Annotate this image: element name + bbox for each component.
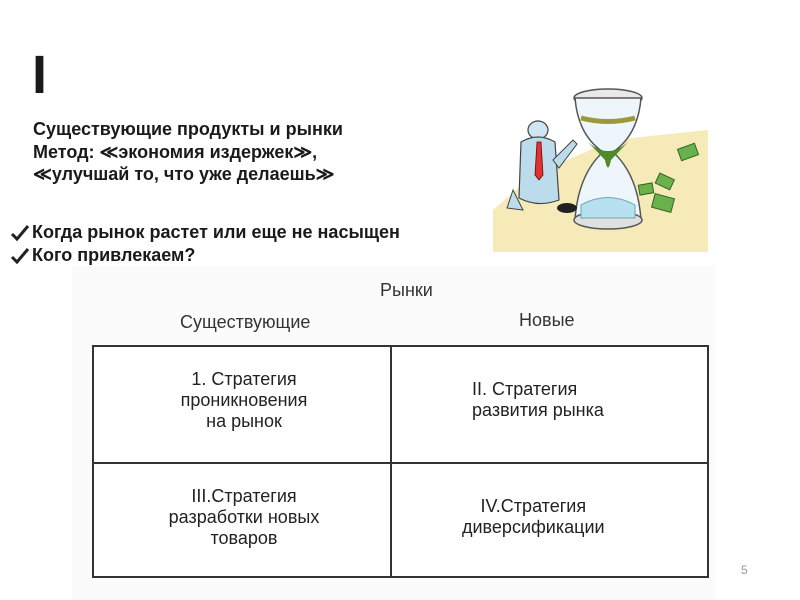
cell-line: товаров: [210, 528, 278, 548]
cell-line: проникновения: [180, 390, 308, 410]
slide-text-block: [33, 118, 343, 186]
matrix-header-existing: Существующие: [180, 312, 311, 332]
checkmark-icon: [10, 247, 30, 265]
cell-line: IV.Стратегия: [480, 496, 587, 516]
matrix-cell-market-development: [392, 347, 707, 464]
ansoff-matrix: [72, 266, 716, 600]
slide-roman-numeral: I: [32, 45, 48, 105]
matrix-cell-diversification: [392, 464, 707, 576]
matrix-cell-product-development: [94, 464, 392, 576]
bullet-text: Когда рынок растет или еще не насыщен: [32, 222, 400, 242]
matrix-header-new: Новые: [519, 310, 575, 330]
cell-line: III.Стратегия: [191, 486, 297, 506]
cell-line: 1. Стратегия: [191, 369, 297, 389]
cell-line: на рынок: [206, 411, 282, 431]
cell-line: развития рынка: [472, 400, 604, 420]
text-line-1: Существующие продукты и рынки: [33, 119, 343, 139]
text-line-2: Метод: ≪экономия издержек≫,: [33, 141, 318, 162]
bullet-item: [10, 244, 400, 267]
checkmark-icon: [10, 224, 30, 242]
cell-line: II. Стратегия: [472, 379, 578, 399]
bullet-list: [10, 221, 400, 267]
bullet-text: Кого привлекаем?: [32, 245, 196, 265]
matrix-header-markets: Рынки: [380, 280, 433, 300]
text-line-3: ≪улучшай то, что уже делаешь≫: [33, 164, 335, 184]
cell-line: разработки новых: [168, 507, 320, 527]
cell-line: диверсификации: [462, 517, 605, 537]
matrix-grid: [92, 345, 709, 578]
matrix-cell-penetration: [94, 347, 392, 464]
hourglass-money-illustration: [493, 80, 708, 252]
bullet-item: [10, 221, 400, 244]
page-number: 5: [741, 563, 748, 577]
